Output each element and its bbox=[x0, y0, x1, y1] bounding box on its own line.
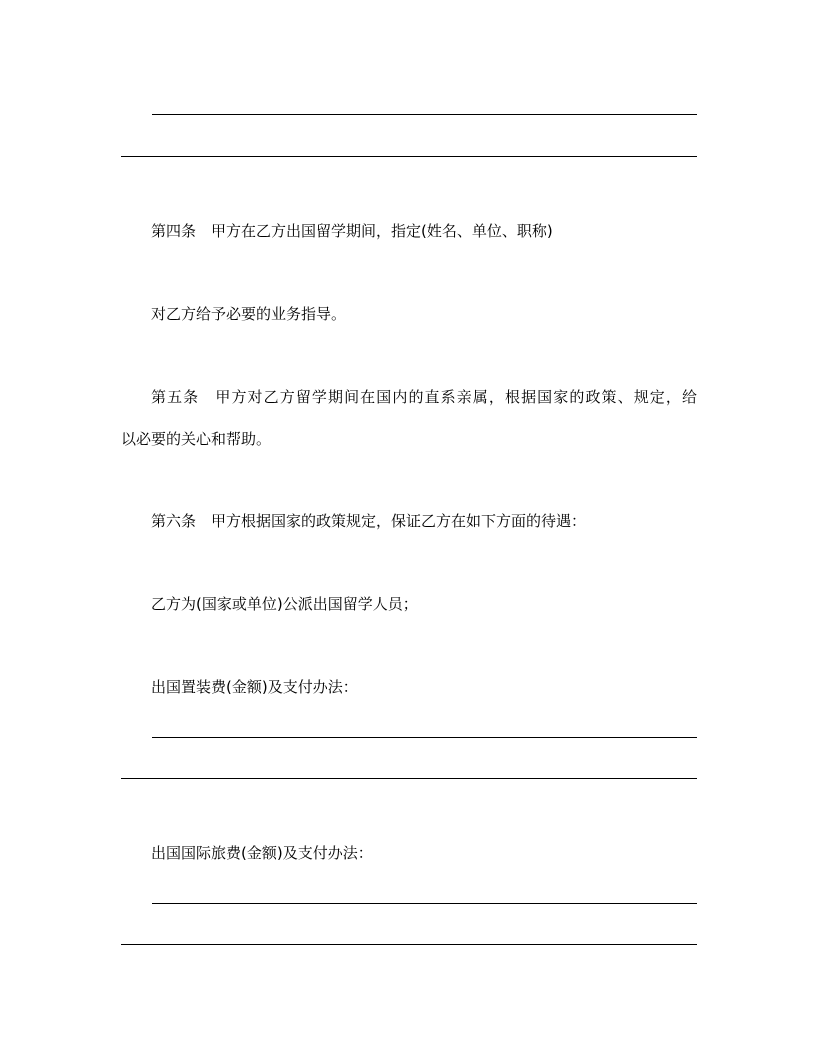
article-4-line-2: 对乙方给予必要的业务指导。 bbox=[151, 305, 347, 323]
article-4-text: 甲方在乙方出国留学期间，指定(姓名、单位、职称) bbox=[211, 222, 553, 240]
article-6-item-2: 出国置装费(金额)及支付办法： bbox=[151, 678, 358, 696]
blank-fill-line bbox=[121, 944, 697, 945]
article-6-line-1 bbox=[151, 511, 586, 531]
article-4-heading: 第四条 bbox=[151, 222, 197, 240]
article-5-line-2: 以必要的关心和帮助。 bbox=[121, 430, 272, 448]
article-5-line-1 bbox=[151, 387, 697, 407]
blank-fill-line bbox=[152, 903, 697, 904]
article-6-item-3: 出国国际旅费(金额)及支付办法： bbox=[151, 844, 373, 862]
article-4-line-1 bbox=[151, 221, 553, 241]
blank-fill-line bbox=[152, 114, 697, 115]
article-5-heading: 第五条 bbox=[151, 388, 200, 406]
article-6-heading: 第六条 bbox=[151, 512, 197, 530]
blank-fill-line bbox=[152, 737, 697, 738]
article-6-item-1: 乙方为(国家或单位)公派出国留学人员； bbox=[151, 595, 418, 613]
blank-fill-line bbox=[121, 156, 697, 157]
blank-fill-line bbox=[121, 778, 697, 779]
article-6-text: 甲方根据国家的政策规定，保证乙方在如下方面的待遇： bbox=[211, 512, 587, 530]
article-5-text: 甲方对乙方留学期间在国内的直系亲属，根据国家的政策、规定，给 bbox=[214, 388, 697, 406]
